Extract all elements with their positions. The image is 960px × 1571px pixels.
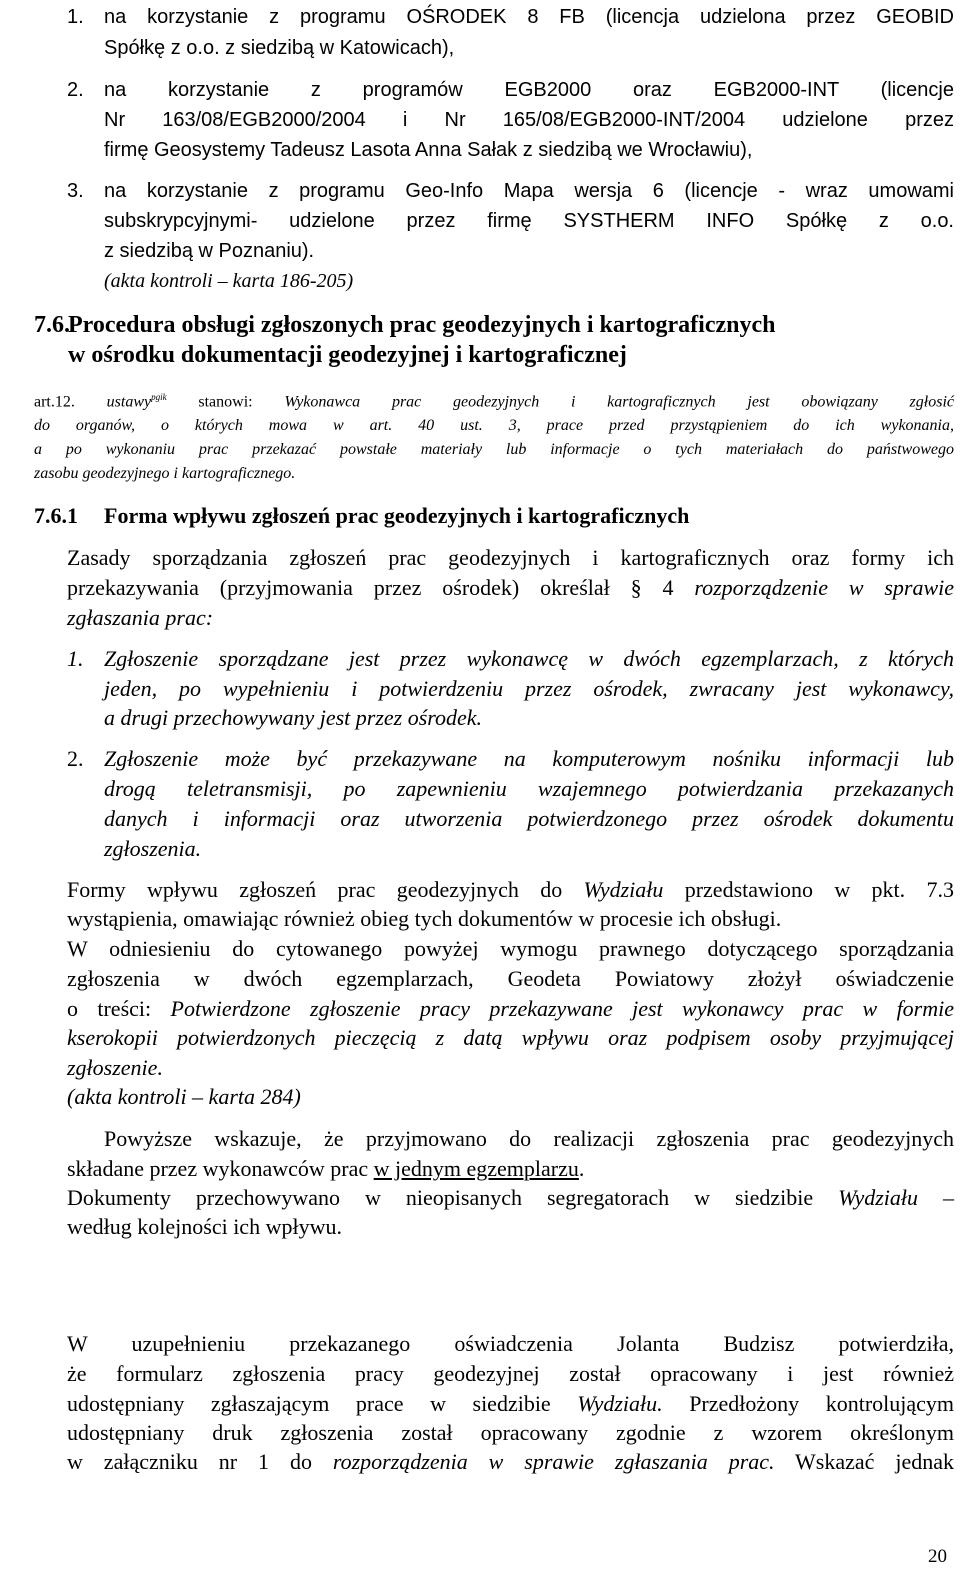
- list-text: na korzystanie z programu OŚRODEK 8 FB (licencja udzielona przez GEOBID: [104, 6, 954, 28]
- paragraph-text: W uzupełnieniu przekazanego oświadczenia Jolanta Budzisz potwierdziła,: [67, 1331, 954, 1356]
- paragraph-text: składane przez wykonawców prac w jednym egzemplarzu.: [67, 1156, 585, 1181]
- paragraph-text: w załączniku nr 1 do rozporządzenia w sprawie zgłaszania prac. Wskazać jednak: [67, 1449, 954, 1474]
- list-text: drogą teletransmisji, po zapewnieniu wzajemnego potwierdzania przekazanych: [104, 776, 954, 801]
- list-text: jeden, po wypełnieniu i potwierdzeniu przez ośrodek, zwracany jest wykonawcy,: [104, 676, 954, 701]
- paragraph-text: zgłoszenie.: [67, 1055, 163, 1080]
- list-number: 2.: [67, 746, 84, 771]
- list-text: zgłoszenia.: [104, 836, 202, 861]
- list-text: z siedzibą w Poznaniu).: [104, 240, 315, 262]
- legal-citation: do organów, o których mowa w art. 40 ust. 3, prace przed przystąpieniem do ich wykonania,: [34, 417, 954, 434]
- paragraph-text: udostępniany druk zgłoszenia został opracowany zgodnie z wzorem określonym: [67, 1420, 954, 1445]
- list-text: Zgłoszenie sporządzane jest przez wykonawcę w dwóch egzemplarzach, z których: [104, 646, 954, 671]
- paragraph-text: Powyższe wskazuje, że przyjmowano do realizacji zgłoszenia prac geodezyjnych: [104, 1126, 954, 1151]
- paragraph-text: według kolejności ich wpływu.: [67, 1214, 342, 1239]
- list-text: subskrypcyjnymi- udzielone przez firmę SYSTHERM INFO Spółkę z o.o.: [104, 210, 954, 232]
- paragraph-text: Formy wpływu zgłoszeń prac geodezyjnych do Wydziału przedstawiono w pkt. 7.3: [67, 877, 954, 902]
- list-number: 1.: [67, 6, 84, 28]
- legal-citation: a po wykonaniu prac przekazać powstałe materiały lub informacje o tych materiałach do państwowego: [34, 441, 954, 458]
- list-number: 3.: [67, 180, 84, 202]
- paragraph-text: Dokumenty przechowywano w nieopisanych segregatorach w siedzibie Wydziału –: [67, 1185, 955, 1210]
- paragraph-text: o treści: Potwierdzone zgłoszenie pracy przekazywane jest wykonawcy prac w formie: [67, 996, 955, 1021]
- page-number: 20: [928, 1546, 947, 1567]
- list-text: na korzystanie z programów EGB2000 oraz EGB2000-INT (licencje: [104, 79, 954, 101]
- paragraph-text: przekazywania (przyjmowania przez ośrodek) określał § 4 rozporządzenie w sprawie: [67, 575, 955, 600]
- list-text: na korzystanie z programu Geo-Info Mapa wersja 6 (licencje - wraz umowami: [104, 180, 954, 202]
- list-text: a drugi przechowywany jest przez ośrodek.: [104, 705, 483, 730]
- paragraph-text: kserokopii potwierdzonych pieczęcią z datą wpływu oraz podpisem osoby przyjmującej: [67, 1025, 954, 1050]
- paragraph-text: W odniesieniu do cytowanego powyżej wymogu prawnego dotyczącego sporządzania: [67, 936, 954, 961]
- paragraph-text: Zasady sporządzania zgłoszeń prac geodezyjnych i kartograficznych oraz formy ich: [67, 545, 954, 570]
- subsection-title: Forma wpływu zgłoszeń prac geodezyjnych i kartograficznych: [104, 503, 690, 528]
- legal-citation: art.12. ustawy$^{pgik}$ stanowi: Wykonawca prac geodezyjnych i kartograficznych jest obowiązany zgłosić: [34, 392, 955, 411]
- paragraph-text: wystąpienia, omawiając również obieg tych dokumentów w procesie ich obsługi.: [67, 906, 782, 931]
- list-text: Zgłoszenie może być przekazywane na komputerowym nośniku informacji lub: [104, 746, 954, 771]
- paragraph-text: udostępniany zgłaszającym prace w siedzibie Wydziału. Przedłożony kontrolującym: [67, 1391, 955, 1416]
- section-number: 7.6.: [34, 312, 70, 338]
- section-title: w ośrodku dokumentacji geodezyjnej i kartograficznej: [68, 342, 627, 368]
- list-text: danych i informacji oraz utworzenia potwierdzonego przez ośrodek dokumentu: [104, 806, 954, 831]
- subsection-number: 7.6.1: [34, 503, 78, 528]
- paragraph-text: zgłaszania prac:: [67, 605, 214, 630]
- list-number: 1.: [67, 646, 84, 671]
- paragraph-text: że formularz zgłoszenia pracy geodezyjnej został opracowany i jest również: [67, 1361, 954, 1386]
- akta-reference: (akta kontroli – karta 186-205): [104, 270, 354, 292]
- list-number: 2.: [67, 79, 84, 101]
- section-title: Procedura obsługi zgłoszonych prac geodezyjnych i kartograficznych: [68, 312, 776, 338]
- list-text: firmę Geosystemy Tadeusz Lasota Anna Sałak z siedzibą we Wrocławiu),: [104, 139, 753, 161]
- list-text: Spółkę z o.o. z siedzibą w Katowicach),: [104, 37, 455, 59]
- list-text: Nr 163/08/EGB2000/2004 i Nr 165/08/EGB2000-INT/2004 udzielone przez: [104, 109, 954, 131]
- paragraph-text: zgłoszenia w dwóch egzemplarzach, Geodeta Powiatowy złożył oświadczenie: [67, 966, 954, 991]
- legal-citation: zasobu geodezyjnego i kartograficznego.: [34, 465, 296, 482]
- akta-reference: (akta kontroli – karta 284): [67, 1084, 301, 1109]
